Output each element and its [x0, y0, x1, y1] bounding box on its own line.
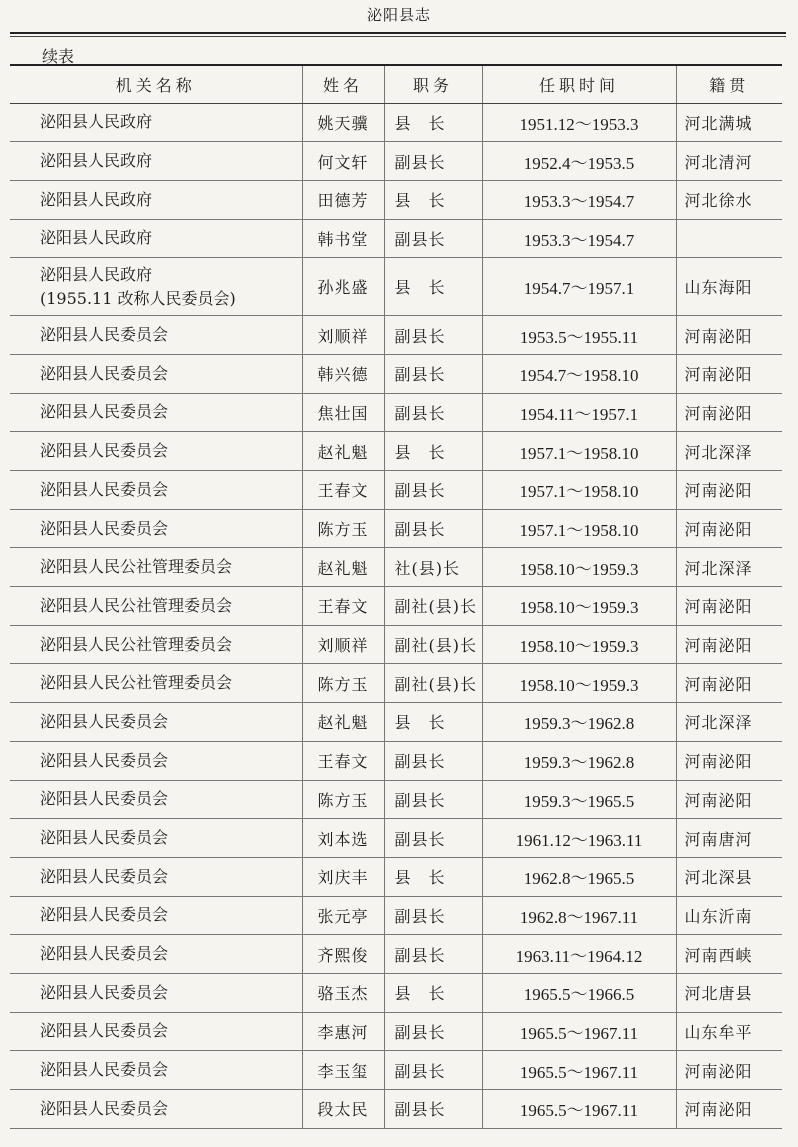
header-post: 职务	[384, 65, 482, 103]
cell-name: 赵礼魁	[302, 432, 384, 471]
table-row	[10, 393, 782, 432]
cell-post: 社(县)长	[384, 548, 482, 587]
cell-post: 副县长	[384, 509, 482, 548]
cell-organ	[10, 180, 302, 219]
cell-origin: 河南泌阳	[676, 625, 782, 664]
continued-label: 续表	[42, 47, 75, 66]
header-origin: 籍贯	[676, 65, 782, 103]
cell-origin: 山东海阳	[676, 258, 782, 316]
organ-text: 泌阳县人民委员会	[40, 441, 169, 461]
cell-origin: 河南泌阳	[676, 1051, 782, 1090]
cell-post: 副社(县)长	[384, 664, 482, 703]
cell-name: 李惠河	[302, 1012, 384, 1051]
cell-organ	[10, 258, 302, 316]
cell-term: 1958.10～1959.3	[482, 587, 676, 626]
cell-name: 王春文	[302, 587, 384, 626]
cell-organ	[10, 896, 302, 935]
cell-name: 刘本选	[302, 819, 384, 858]
organ-text: 泌阳县人民委员会	[40, 711, 169, 731]
cell-term: 1954.11～1957.1	[482, 393, 676, 432]
cell-post: 县 长	[384, 973, 482, 1012]
table-row	[10, 1012, 782, 1051]
cell-name: 刘顺祥	[302, 625, 384, 664]
cell-name: 韩书堂	[302, 219, 384, 258]
table-row	[10, 180, 782, 219]
organ-text: 泌阳县人民委员会	[40, 363, 169, 383]
cell-name: 田德芳	[302, 180, 384, 219]
cell-organ	[10, 1012, 302, 1051]
table-row	[10, 1090, 782, 1129]
table-row	[10, 664, 782, 703]
cell-organ	[10, 316, 302, 355]
table-row	[10, 780, 782, 819]
table-row	[10, 354, 782, 393]
table-row	[10, 219, 782, 258]
cell-origin: 河南西峡	[676, 935, 782, 974]
cell-post: 副县长	[384, 935, 482, 974]
organ-text: 泌阳县人民政府	[40, 228, 153, 248]
cell-term: 1958.10～1959.3	[482, 664, 676, 703]
cell-organ	[10, 625, 302, 664]
cell-term: 1952.4～1953.5	[482, 142, 676, 181]
organ-text: 泌阳县人民公社管理委员会	[40, 557, 233, 577]
cell-term: 1959.3～1962.8	[482, 703, 676, 742]
cell-term: 1962.8～1965.5	[482, 857, 676, 896]
cell-term: 1958.10～1959.3	[482, 625, 676, 664]
cell-origin: 河南泌阳	[676, 780, 782, 819]
cell-origin: 河南泌阳	[676, 741, 782, 780]
cell-organ	[10, 432, 302, 471]
cell-organ	[10, 857, 302, 896]
cell-origin: 河北唐县	[676, 973, 782, 1012]
cell-term: 1954.7～1958.10	[482, 354, 676, 393]
table-row	[10, 1051, 782, 1090]
cell-name: 姚天骥	[302, 103, 384, 142]
cell-organ	[10, 587, 302, 626]
cell-organ	[10, 219, 302, 258]
cell-name: 赵礼魁	[302, 548, 384, 587]
cell-name: 王春文	[302, 741, 384, 780]
organ-text: 泌阳县人民委员会	[40, 1060, 169, 1080]
header-organ: 机关名称	[10, 65, 302, 103]
cell-name: 焦壮国	[302, 393, 384, 432]
table-row	[10, 509, 782, 548]
cell-post: 县 长	[384, 180, 482, 219]
cell-post: 副县长	[384, 393, 482, 432]
cell-name: 何文轩	[302, 142, 384, 181]
organ-text: 泌阳县人民委员会	[40, 1021, 169, 1041]
cell-term: 1953.3～1954.7	[482, 219, 676, 258]
table-row	[10, 103, 782, 142]
organ-text: 泌阳县人民委员会	[40, 750, 169, 770]
cell-post: 县 长	[384, 703, 482, 742]
cell-post: 县 长	[384, 857, 482, 896]
cell-term: 1965.5～1967.11	[482, 1012, 676, 1051]
cell-term: 1957.1～1958.10	[482, 432, 676, 471]
table-row	[10, 935, 782, 974]
cell-name: 陈方玉	[302, 664, 384, 703]
cell-organ	[10, 703, 302, 742]
table-row	[10, 703, 782, 742]
cell-organ	[10, 1090, 302, 1129]
organ-text: 泌阳县人民政府	[40, 264, 153, 284]
running-title: 泌阳县志	[366, 6, 431, 24]
cell-term: 1957.1～1958.10	[482, 471, 676, 510]
organ-text: 泌阳县人民公社管理委员会	[40, 595, 233, 615]
cell-post: 副县长	[384, 896, 482, 935]
cell-name: 齐熙俊	[302, 935, 384, 974]
organ-text: 泌阳县人民公社管理委员会	[40, 634, 233, 654]
cell-term: 1951.12～1953.3	[482, 103, 676, 142]
organ-text: 泌阳县人民委员会	[40, 982, 169, 1002]
table-row	[10, 316, 782, 355]
cell-post: 副县长	[384, 142, 482, 181]
cell-name: 段太民	[302, 1090, 384, 1129]
cell-post: 县 长	[384, 432, 482, 471]
cell-term: 1954.7～1957.1	[482, 258, 676, 316]
cell-name: 张元亭	[302, 896, 384, 935]
cell-name: 陈方玉	[302, 509, 384, 548]
cell-name: 刘顺祥	[302, 316, 384, 355]
cell-origin: 河北满城	[676, 103, 782, 142]
header-rule-thin	[10, 36, 786, 37]
table-body	[10, 103, 782, 1128]
cell-term: 1958.10～1959.3	[482, 548, 676, 587]
cell-organ	[10, 354, 302, 393]
header-term: 任职时间	[482, 65, 676, 103]
cell-origin	[676, 219, 782, 258]
cell-post: 副县长	[384, 780, 482, 819]
table-row	[10, 857, 782, 896]
table-row	[10, 625, 782, 664]
cell-post: 副县长	[384, 819, 482, 858]
cell-name: 赵礼魁	[302, 703, 384, 742]
cell-origin: 河南泌阳	[676, 664, 782, 703]
cell-term: 1963.11～1964.12	[482, 935, 676, 974]
cell-term: 1953.5～1955.11	[482, 316, 676, 355]
cell-name: 刘庆丰	[302, 857, 384, 896]
cell-organ	[10, 103, 302, 142]
organ-text: 泌阳县人民委员会	[40, 866, 169, 886]
cell-name: 骆玉杰	[302, 973, 384, 1012]
cell-post: 副县长	[384, 354, 482, 393]
cell-organ	[10, 548, 302, 587]
organ-text: 泌阳县人民委员会	[40, 905, 169, 925]
table-row	[10, 432, 782, 471]
cell-organ	[10, 664, 302, 703]
cell-organ	[10, 741, 302, 780]
table-row	[10, 741, 782, 780]
cell-post: 副县长	[384, 1012, 482, 1051]
cell-origin: 山东牟平	[676, 1012, 782, 1051]
cell-post: 副县长	[384, 219, 482, 258]
cell-post: 县 长	[384, 103, 482, 142]
cell-organ	[10, 393, 302, 432]
cell-origin: 河南泌阳	[676, 509, 782, 548]
table-row	[10, 973, 782, 1012]
table-row	[10, 258, 782, 316]
cell-origin: 河南泌阳	[676, 393, 782, 432]
cell-origin: 河北深泽	[676, 703, 782, 742]
cell-organ	[10, 780, 302, 819]
cell-term: 1961.12～1963.11	[482, 819, 676, 858]
cell-post: 副县长	[384, 741, 482, 780]
header-rule	[10, 32, 786, 34]
cell-organ	[10, 1051, 302, 1090]
cell-organ	[10, 819, 302, 858]
table-row	[10, 548, 782, 587]
cell-post: 副社(县)长	[384, 587, 482, 626]
cell-term: 1965.5～1967.11	[482, 1090, 676, 1129]
cell-post: 副县长	[384, 1051, 482, 1090]
organ-text: 泌阳县人民委员会	[40, 828, 169, 848]
organ-text: 泌阳县人民委员会	[40, 789, 169, 809]
header-name: 姓名	[302, 65, 384, 103]
cell-organ	[10, 973, 302, 1012]
organ-text: 泌阳县人民委员会	[40, 479, 169, 499]
cell-origin: 河南泌阳	[676, 316, 782, 355]
cell-organ	[10, 471, 302, 510]
table-row	[10, 142, 782, 181]
cell-term: 1965.5～1967.11	[482, 1051, 676, 1090]
cell-origin: 河南泌阳	[676, 354, 782, 393]
cell-name: 李玉玺	[302, 1051, 384, 1090]
cell-term: 1959.3～1965.5	[482, 780, 676, 819]
cell-post: 副社(县)长	[384, 625, 482, 664]
cell-origin: 河南唐河	[676, 819, 782, 858]
organ-text: 泌阳县人民委员会	[40, 518, 169, 538]
cell-organ	[10, 935, 302, 974]
organ-text: 泌阳县人民委员会	[40, 325, 169, 345]
cell-term: 1962.8～1967.11	[482, 896, 676, 935]
cell-term: 1965.5～1966.5	[482, 973, 676, 1012]
cell-term: 1957.1～1958.10	[482, 509, 676, 548]
cell-name: 陈方玉	[302, 780, 384, 819]
cell-origin: 河南泌阳	[676, 587, 782, 626]
officials-table	[10, 64, 782, 1129]
cell-organ	[10, 142, 302, 181]
organ-text: 泌阳县人民委员会	[40, 944, 169, 964]
cell-name: 孙兆盛	[302, 258, 384, 316]
table-row	[10, 819, 782, 858]
organ-text: 泌阳县人民公社管理委员会	[40, 673, 233, 693]
cell-name: 王春文	[302, 471, 384, 510]
organ-text: 泌阳县人民政府	[40, 151, 153, 171]
cell-origin: 河北深泽	[676, 432, 782, 471]
organ-text: 泌阳县人民委员会	[40, 1098, 169, 1118]
cell-origin: 河北深县	[676, 857, 782, 896]
table-row	[10, 587, 782, 626]
cell-term: 1959.3～1962.8	[482, 741, 676, 780]
cell-origin: 河南泌阳	[676, 1090, 782, 1129]
organ-text: 泌阳县人民政府	[40, 189, 153, 209]
cell-origin: 河北清河	[676, 142, 782, 181]
table-header-row	[10, 65, 782, 103]
table-row	[10, 896, 782, 935]
cell-name: 韩兴德	[302, 354, 384, 393]
cell-organ	[10, 509, 302, 548]
organ-text: 泌阳县人民政府	[40, 112, 153, 132]
cell-origin: 河南泌阳	[676, 471, 782, 510]
organ-text: 泌阳县人民委员会	[40, 402, 169, 422]
cell-post: 副县长	[384, 471, 482, 510]
cell-post: 副县长	[384, 1090, 482, 1129]
cell-post: 县 长	[384, 258, 482, 316]
cell-origin: 山东沂南	[676, 896, 782, 935]
cell-origin: 河北徐水	[676, 180, 782, 219]
cell-post: 副县长	[384, 316, 482, 355]
organ-note: (1955.11 改称人民委员会)	[40, 288, 236, 308]
cell-term: 1953.3～1954.7	[482, 180, 676, 219]
cell-origin: 河北深泽	[676, 548, 782, 587]
table-row	[10, 471, 782, 510]
